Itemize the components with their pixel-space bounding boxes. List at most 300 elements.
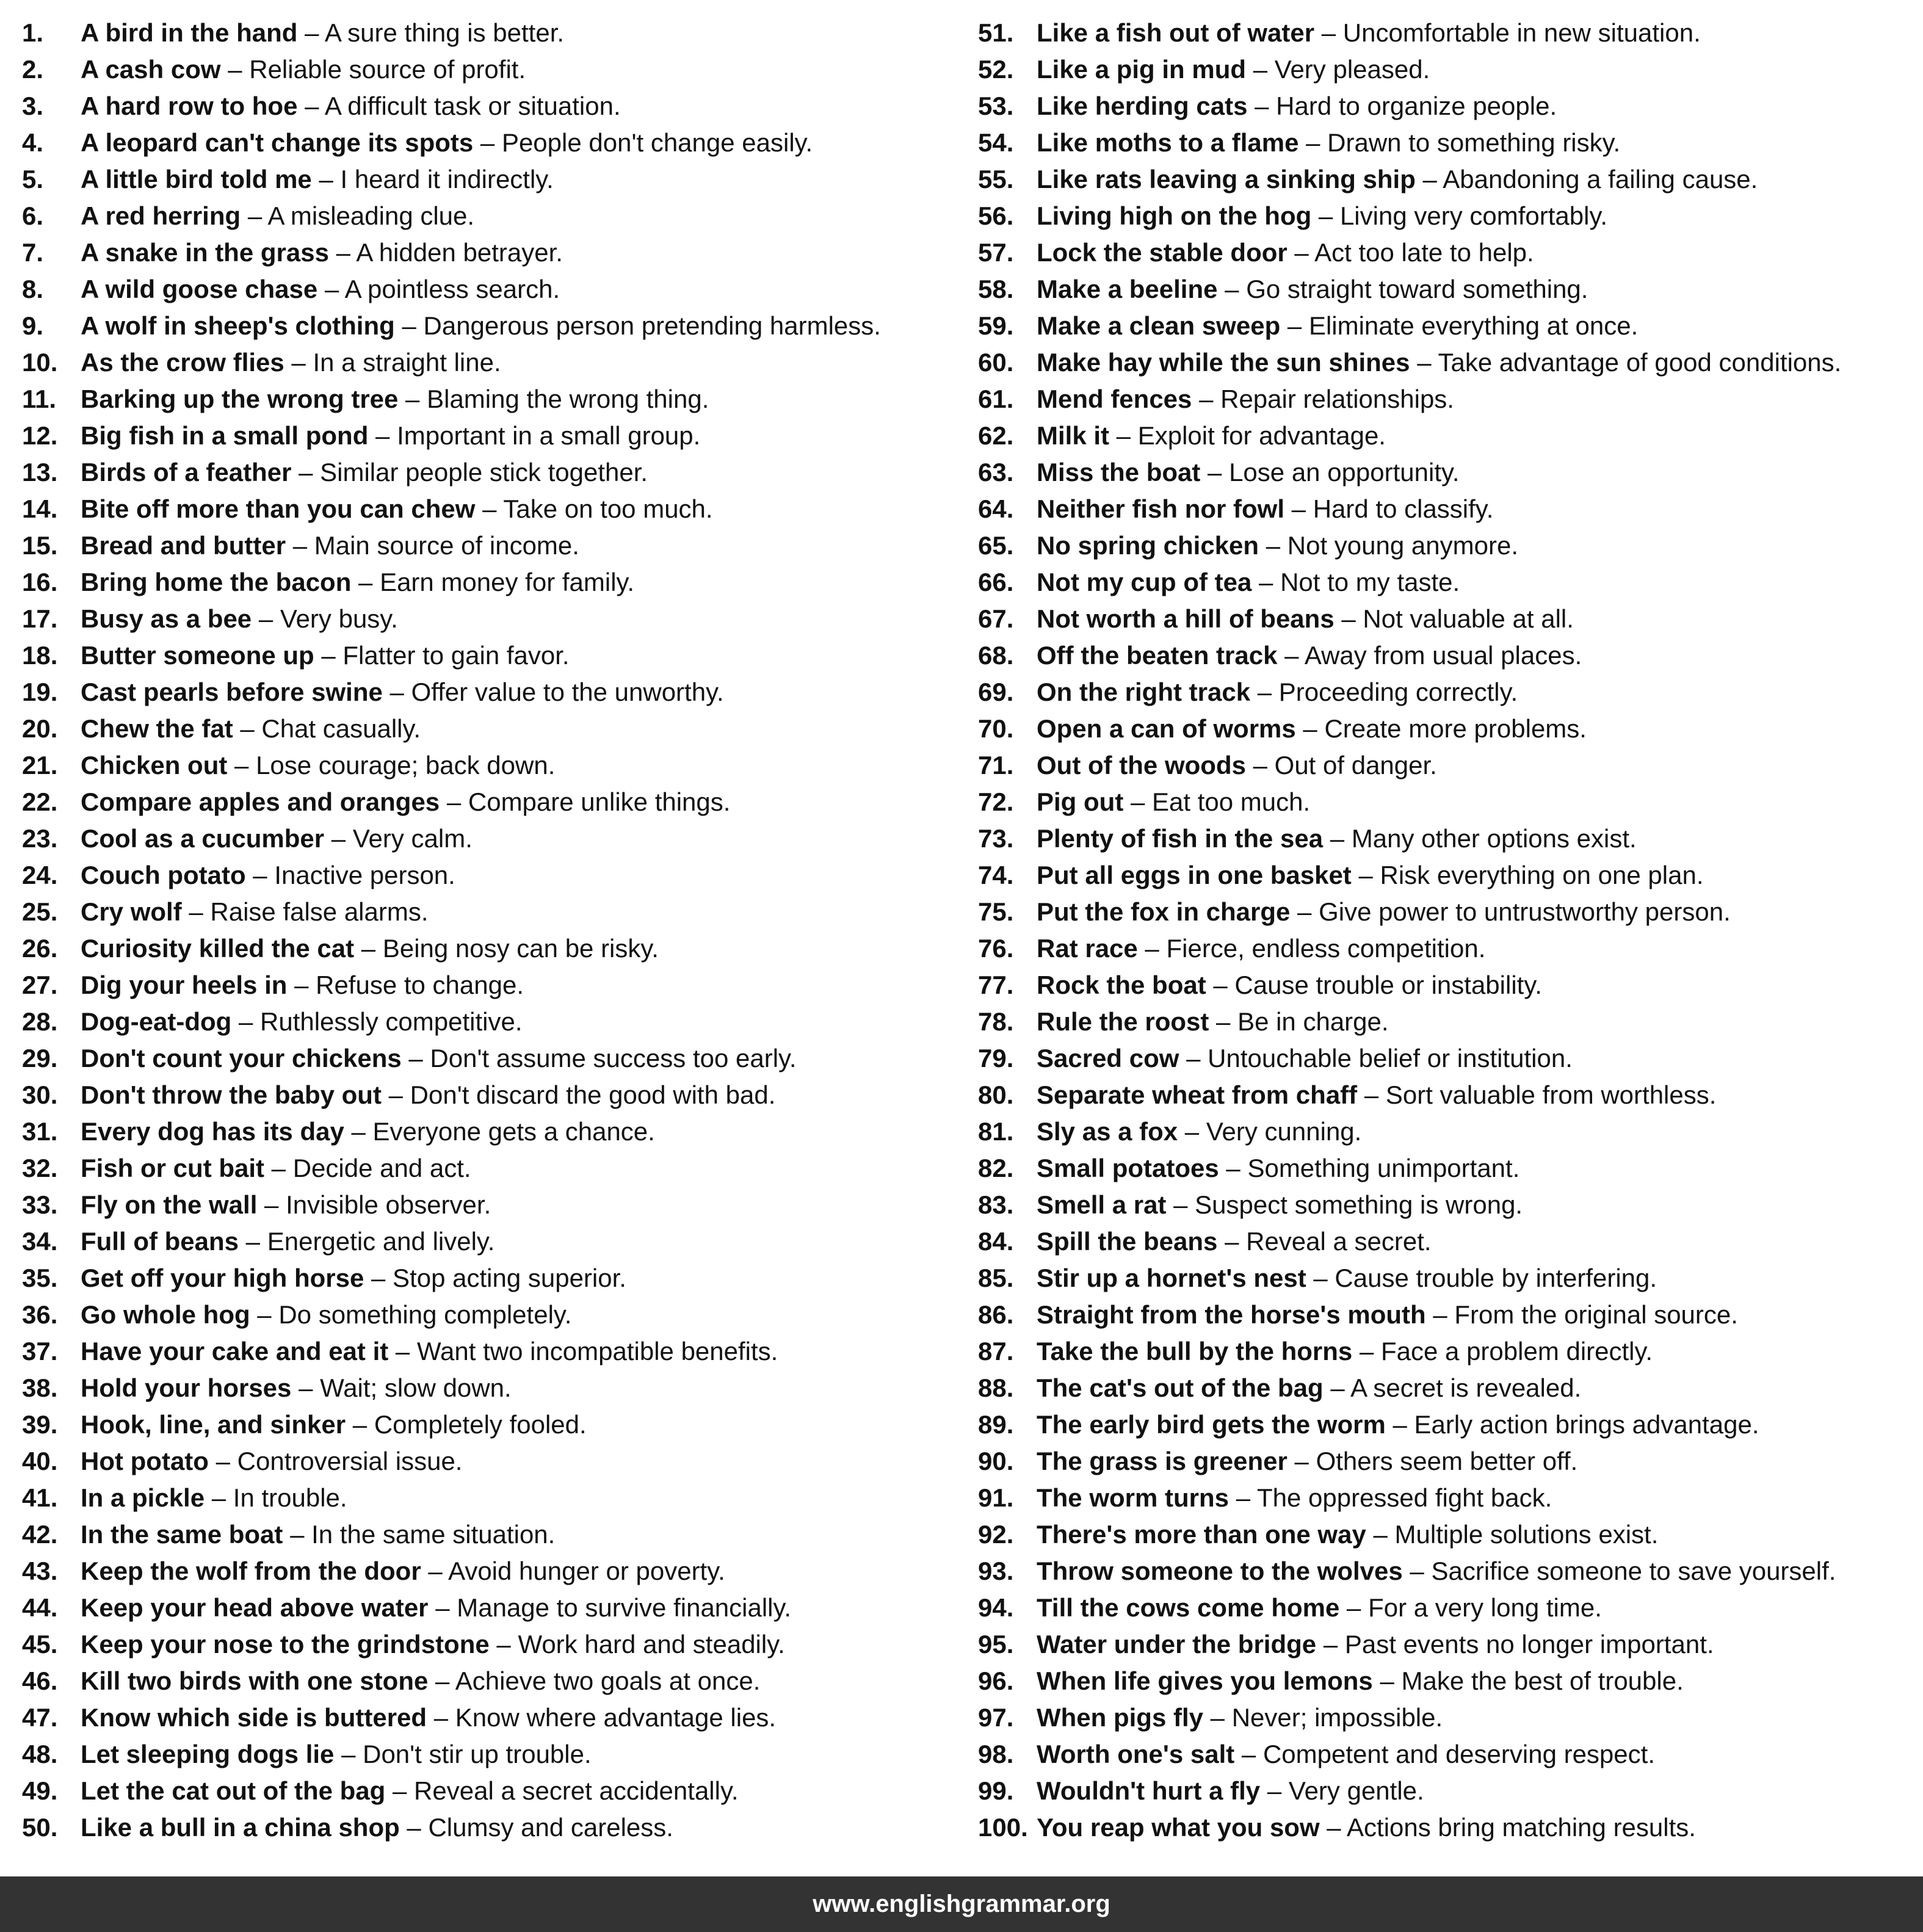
idiom-term: Busy as a bee [81, 604, 252, 633]
idiom-definition: Very calm. [352, 824, 473, 853]
idiom-definition: Similar people stick together. [320, 458, 648, 487]
idiom-item [22, 1663, 950, 1699]
idiom-item [978, 491, 1918, 527]
idiom-term: Out of the woods [1037, 751, 1246, 780]
idiom-item [978, 747, 1918, 784]
idiom-definition: Make the best of trouble. [1401, 1666, 1684, 1695]
idiom-definition: Be in charge. [1237, 1007, 1389, 1036]
idiom-number: 27. [22, 971, 58, 999]
idiom-number: 73. [978, 824, 1014, 853]
idiom-item [22, 1077, 950, 1113]
idiom-item [22, 1150, 950, 1187]
idiom-term: In a pickle [81, 1483, 205, 1512]
idiom-separator: – [1247, 92, 1277, 120]
idiom-item [978, 51, 1918, 88]
idiom-separator: – [1166, 1190, 1195, 1219]
idiom-number: 41. [22, 1483, 58, 1512]
idiom-separator: – [1209, 1007, 1238, 1036]
idiom-item [978, 784, 1918, 820]
idiom-term: In the same boat [81, 1520, 283, 1549]
idiom-number: 59. [978, 311, 1014, 340]
idiom-separator: – [428, 1666, 455, 1695]
idiom-number: 45. [22, 1630, 58, 1659]
idiom-number: 28. [22, 1007, 58, 1036]
idiom-definition: Others seem better off. [1316, 1447, 1578, 1475]
idiom-number: 13. [22, 458, 58, 487]
idiom-term: The grass is greener [1037, 1447, 1287, 1475]
idiom-separator: – [291, 458, 320, 487]
idiom-term: There's more than one way [1037, 1520, 1366, 1549]
idiom-separator: – [1323, 1373, 1351, 1402]
idiom-item [22, 1370, 950, 1406]
idiom-item [22, 51, 950, 88]
idiom-definition: Sort valuable from worthless. [1385, 1080, 1717, 1109]
idiom-separator: – [314, 641, 343, 670]
idiom-item [22, 161, 950, 198]
idiom-columns [0, 15, 1923, 1846]
idiom-term: Wouldn't hurt a fly [1037, 1776, 1261, 1805]
idiom-definition: Reveal a secret accidentally. [414, 1776, 739, 1805]
idiom-term: Miss the boat [1037, 458, 1201, 487]
idiom-definition: The oppressed fight back. [1256, 1483, 1552, 1512]
idiom-separator: – [399, 1813, 429, 1842]
idiom-separator: – [245, 861, 275, 889]
idiom-number: 91. [978, 1483, 1014, 1512]
idiom-term: Living high on the hog [1037, 201, 1312, 230]
idiom-number: 66. [978, 568, 1014, 596]
idiom-definition: Don't discard the good with bad. [410, 1080, 776, 1109]
idiom-item [978, 894, 1918, 930]
idiom-separator: – [257, 1190, 286, 1219]
idiom-separator: – [297, 92, 325, 120]
idiom-definition: Invisible observer. [286, 1190, 491, 1219]
idiom-term: Take the bull by the horns [1037, 1337, 1353, 1366]
idiom-definition: Very cunning. [1206, 1117, 1362, 1146]
idiom-item [22, 1809, 950, 1846]
idiom-number: 4. [22, 128, 44, 157]
idiom-item [978, 1590, 1918, 1626]
idiom-item [22, 1187, 950, 1223]
idiom-term: Throw someone to the wolves [1037, 1557, 1403, 1585]
idiom-definition: Compare unlike things. [468, 787, 731, 816]
idiom-item [22, 1626, 950, 1663]
idiom-term: Bring home the bacon [81, 568, 352, 596]
idiom-number: 56. [978, 201, 1014, 230]
idiom-term: Sly as a fox [1037, 1117, 1178, 1146]
idiom-definition: Abandoning a failing cause. [1443, 165, 1758, 194]
idiom-definition: Work hard and steadily. [518, 1630, 785, 1659]
idiom-term: Know which side is buttered [81, 1703, 427, 1732]
idiom-definition: Out of danger. [1274, 751, 1437, 780]
idiom-item [978, 1297, 1918, 1333]
idiom-number: 11. [22, 385, 57, 413]
idiom-separator: – [1260, 1776, 1289, 1805]
idiom-definition: Go straight toward something. [1246, 275, 1588, 303]
idiom-separator: – [1246, 55, 1275, 84]
idiom-number: 35. [22, 1264, 58, 1292]
idiom-separator: – [208, 1447, 237, 1475]
idiom-separator: – [233, 714, 262, 743]
idiom-separator: – [1179, 1044, 1208, 1073]
idiom-term: Smell a rat [1037, 1190, 1167, 1219]
idiom-definition: Past events no longer important. [1344, 1630, 1714, 1659]
idiom-definition: In trouble. [233, 1483, 347, 1512]
idiom-definition: Eliminate everything at once. [1308, 311, 1639, 340]
idiom-number: 15. [22, 531, 58, 560]
idiom-definition: Sacrifice someone to save yourself. [1431, 1557, 1836, 1585]
idiom-separator: – [1334, 604, 1363, 633]
idiom-term: A cash cow [81, 55, 221, 84]
idiom-separator: – [1410, 348, 1438, 377]
idiom-item [22, 1223, 950, 1260]
idiom-term: Make a beeline [1037, 275, 1218, 303]
idiom-term: Rock the boat [1037, 971, 1206, 999]
idiom-number: 49. [22, 1776, 58, 1805]
idiom-term: No spring chicken [1037, 531, 1259, 560]
idiom-item [22, 564, 950, 601]
idiom-separator: – [354, 934, 383, 963]
idiom-definition: Inactive person. [274, 861, 455, 889]
idiom-item [978, 967, 1918, 1004]
idiom-separator: – [1402, 1557, 1432, 1585]
idiom-separator: – [1259, 531, 1287, 560]
idiom-term: Keep your head above water [81, 1593, 429, 1622]
idiom-separator: – [1425, 1300, 1455, 1329]
idiom-term: Make a clean sweep [1037, 311, 1281, 340]
idiom-list-left [22, 15, 950, 1846]
idiom-item [22, 637, 950, 674]
idiom-term: Like a pig in mud [1037, 55, 1247, 84]
idiom-number: 96. [978, 1666, 1014, 1695]
idiom-number: 26. [22, 934, 58, 963]
idiom-number: 68. [978, 641, 1014, 670]
idiom-number: 19. [22, 678, 58, 706]
idiom-definition: Decide and act. [292, 1154, 471, 1182]
idiom-definition: Not young anymore. [1287, 531, 1518, 560]
idiom-item [978, 711, 1918, 747]
idiom-definition: Face a problem directly. [1381, 1337, 1653, 1366]
idiom-item [22, 381, 950, 418]
idiom-number: 70. [978, 714, 1014, 743]
idiom-term: You reap what you sow [1037, 1813, 1320, 1842]
idiom-number: 64. [978, 494, 1014, 523]
idiom-term: Get off your high horse [81, 1264, 364, 1292]
idiom-separator: – [1287, 1447, 1316, 1475]
footer-url: www.englishgrammar.org [813, 1890, 1110, 1917]
idiom-number: 10. [22, 348, 58, 377]
idiom-definition: Very pleased. [1274, 55, 1430, 84]
idiom-term: Separate wheat from chaff [1037, 1080, 1358, 1109]
idiom-number: 84. [978, 1227, 1014, 1256]
idiom-item [22, 271, 950, 308]
idiom-item [22, 15, 950, 51]
idiom-term: Mend fences [1037, 385, 1192, 413]
idiom-number: 81. [978, 1117, 1014, 1146]
idiom-number: 18. [22, 641, 58, 670]
idiom-number: 80. [978, 1080, 1014, 1109]
idiom-term: Bread and butter [81, 531, 286, 560]
idiom-definition: In the same situation. [311, 1520, 556, 1549]
idiom-definition: Don't assume success too early. [430, 1044, 797, 1073]
idiom-definition: Fierce, endless competition. [1166, 934, 1486, 963]
idiom-item [22, 930, 950, 967]
idiom-term: The early bird gets the worm [1037, 1410, 1386, 1439]
idiom-item [22, 711, 950, 747]
idiom-definition: Early action brings advantage. [1414, 1410, 1759, 1439]
idiom-number: 3. [22, 92, 44, 120]
idiom-item [978, 1553, 1918, 1590]
idiom-term: Like herding cats [1037, 92, 1248, 120]
idiom-item [22, 308, 950, 344]
idiom-number: 24. [22, 861, 58, 889]
idiom-term: Every dog has its day [81, 1117, 344, 1146]
idiom-term: Spill the beans [1037, 1227, 1218, 1256]
idiom-definition: Energetic and lively. [267, 1227, 495, 1256]
idiom-item [978, 418, 1918, 454]
idiom-definition: Don't stir up trouble. [363, 1740, 592, 1768]
idiom-number: 21. [22, 751, 58, 780]
idiom-number: 30. [22, 1080, 58, 1109]
idiom-number: 46. [22, 1666, 58, 1695]
idiom-item [978, 1516, 1918, 1553]
idiom-term: Like a bull in a china shop [81, 1813, 400, 1842]
idiom-item [978, 1333, 1918, 1370]
idiom-definition: Hard to organize people. [1276, 92, 1557, 120]
idiom-term: A hard row to hoe [81, 92, 298, 120]
idiom-number: 97. [978, 1703, 1014, 1732]
idiom-separator: – [1385, 1410, 1414, 1439]
idiom-definition: Do something completely. [278, 1300, 572, 1329]
idiom-definition: Reveal a secret. [1246, 1227, 1432, 1256]
idiom-definition: A hidden betrayer. [356, 238, 563, 267]
idiom-term: The cat's out of the bag [1037, 1373, 1324, 1402]
idiom-item [22, 88, 950, 125]
idiom-item [22, 1333, 950, 1370]
idiom-separator: – [1339, 1593, 1369, 1622]
idiom-term: Chicken out [81, 751, 228, 780]
idiom-term: On the right track [1037, 678, 1251, 706]
idiom-definition: Take on too much. [503, 494, 713, 523]
idiom-item [978, 1187, 1918, 1223]
idiom-number: 38. [22, 1373, 58, 1402]
idiom-separator: – [334, 1740, 363, 1768]
idiom-item [22, 1040, 950, 1077]
idiom-number: 14. [22, 494, 58, 523]
idiom-number: 72. [978, 787, 1014, 816]
idiom-number: 31. [22, 1117, 58, 1146]
idiom-separator: – [368, 421, 397, 450]
idiom-separator: – [181, 897, 211, 926]
idiom-item [22, 1553, 950, 1590]
idiom-number: 94. [978, 1593, 1014, 1622]
idiom-separator: – [1219, 1154, 1248, 1182]
idiom-term: Plenty of fish in the sea [1037, 824, 1324, 853]
idiom-term: When life gives you lemons [1037, 1666, 1373, 1695]
idiom-definition: Chat casually. [261, 714, 421, 743]
idiom-number: 7. [22, 238, 44, 267]
idiom-term: Rat race [1037, 934, 1138, 963]
idiom-item [22, 857, 950, 894]
idiom-item [978, 1406, 1918, 1443]
idiom-definition: Cause trouble or instability. [1234, 971, 1542, 999]
idiom-separator: – [1415, 165, 1443, 194]
idiom-item [978, 381, 1918, 418]
idiom-item [978, 564, 1918, 601]
idiom-separator: – [1351, 861, 1380, 889]
idiom-separator: – [241, 201, 268, 230]
idiom-number: 50. [22, 1813, 58, 1842]
idiom-definition: Suspect something is wrong. [1195, 1190, 1523, 1219]
idiom-term: Don't count your chickens [81, 1044, 402, 1073]
idiom-separator: – [1229, 1483, 1257, 1512]
idiom-number: 74. [978, 861, 1014, 889]
idiom-number: 37. [22, 1337, 58, 1366]
idiom-separator: – [382, 678, 411, 706]
idiom-item [978, 527, 1918, 564]
idiom-item [978, 308, 1918, 344]
idiom-term: Birds of a feather [81, 458, 292, 487]
idiom-item [22, 1260, 950, 1297]
footer-bar [0, 1876, 1923, 1932]
idiom-term: Curiosity killed the cat [81, 934, 355, 963]
idiom-item [22, 1480, 950, 1516]
idiom-separator: – [291, 1373, 320, 1402]
idiom-separator: – [1234, 1740, 1263, 1768]
idiom-number: 51. [978, 18, 1014, 47]
idiom-definition: Very gentle. [1288, 1776, 1424, 1805]
idiom-definition: Stop acting superior. [393, 1264, 626, 1292]
idiom-number: 79. [978, 1044, 1014, 1073]
idiom-definition: Important in a small group. [397, 421, 701, 450]
idiom-item [978, 930, 1918, 967]
idiom-item [22, 1113, 950, 1150]
idiom-separator: – [250, 1300, 279, 1329]
idiom-separator: – [401, 1044, 430, 1073]
idiom-definition: Proceeding correctly. [1278, 678, 1518, 706]
idiom-number: 90. [978, 1447, 1014, 1475]
idiom-term: Let the cat out of the bag [81, 1776, 386, 1805]
idiom-number: 12. [22, 421, 58, 450]
idiom-definition: Untouchable belief or institution. [1208, 1044, 1573, 1073]
idiom-term: Small potatoes [1037, 1154, 1219, 1182]
idiom-term: Sacred cow [1037, 1044, 1179, 1073]
idiom-item [978, 1626, 1918, 1663]
idiom-list-right [978, 15, 1918, 1846]
idiom-separator: – [1298, 128, 1328, 157]
idiom-term: Milk it [1037, 421, 1110, 450]
idiom-item [22, 820, 950, 857]
idiom-number: 9. [22, 311, 44, 340]
idiom-definition: Repair relationships. [1220, 385, 1454, 413]
idiom-number: 54. [978, 128, 1014, 157]
idiom-definition: Dangerous person pretending harmless. [423, 311, 881, 340]
idiom-definition: Refuse to change. [316, 971, 524, 999]
idiom-separator: – [252, 604, 280, 633]
idiom-term: Off the beaten track [1037, 641, 1278, 670]
idiom-number: 17. [22, 604, 58, 633]
idiom-item [22, 527, 950, 564]
idiom-term: Stir up a hornet's nest [1037, 1264, 1306, 1292]
idiom-item [978, 1077, 1918, 1113]
idiom-definition: A misleading clue. [267, 201, 475, 230]
idiom-item [978, 454, 1918, 491]
idiom-separator: – [1109, 421, 1138, 450]
idiom-definition: Actions bring matching results. [1347, 1813, 1696, 1842]
idiom-item [978, 857, 1918, 894]
idiom-definition: Risk everything on one plan. [1380, 861, 1704, 889]
idiom-definition: Very busy. [280, 604, 398, 633]
idiom-term: Kill two birds with one stone [81, 1666, 429, 1695]
idiom-item [978, 1223, 1918, 1260]
idiom-separator: – [1203, 1703, 1232, 1732]
idiom-term: The worm turns [1037, 1483, 1229, 1512]
idiom-definition: Lose an opportunity. [1229, 458, 1460, 487]
idiom-separator: – [311, 165, 341, 194]
idiom-separator: – [1295, 714, 1325, 743]
idiom-definition: A sure thing is better. [324, 18, 565, 47]
idiom-separator: – [385, 1776, 415, 1805]
idiom-definition: Uncomfortable in new situation. [1342, 18, 1701, 47]
idiom-number: 25. [22, 897, 58, 926]
idiom-term: Till the cows come home [1037, 1593, 1340, 1622]
idiom-item [22, 1773, 950, 1809]
idiom-term: A wild goose chase [81, 275, 318, 303]
idiom-separator: – [1311, 201, 1340, 230]
idiom-separator: – [1316, 1630, 1345, 1659]
idiom-term: Let sleeping dogs lie [81, 1740, 335, 1768]
idiom-definition: Not to my taste. [1280, 568, 1460, 596]
idiom-item [978, 125, 1918, 161]
idiom-definition: Achieve two goals at once. [455, 1666, 761, 1695]
idiom-item [22, 1590, 950, 1626]
idiom-definition: Multiple solutions exist. [1394, 1520, 1659, 1549]
idiom-number: 67. [978, 604, 1014, 633]
idiom-term: Bite off more than you can chew [81, 494, 476, 523]
idiom-definition: Offer value to the unworthy. [411, 678, 724, 706]
idiom-separator: – [239, 1227, 267, 1256]
idiom-definition: Blaming the wrong thing. [427, 385, 709, 413]
idiom-separator: – [1323, 824, 1352, 853]
idiom-item [978, 15, 1918, 51]
idiom-definition: Never; impossible. [1231, 1703, 1443, 1732]
idiom-separator: – [475, 494, 504, 523]
idiom-term: A snake in the grass [81, 238, 329, 267]
idiom-number: 88. [978, 1373, 1014, 1402]
idiom-separator: – [364, 1264, 393, 1292]
idiom-item [22, 747, 950, 784]
idiom-term: Keep your nose to the grindstone [81, 1630, 490, 1659]
idiom-item [978, 1773, 1918, 1809]
idiom-item [978, 674, 1918, 711]
idiom-separator: – [1245, 751, 1275, 780]
idiom-number: 32. [22, 1154, 58, 1182]
idiom-separator: – [381, 1080, 410, 1109]
idiom-number: 78. [978, 1007, 1014, 1036]
idiom-term: Hot potato [81, 1447, 209, 1475]
idiom-term: Hook, line, and sinker [81, 1410, 346, 1439]
idiom-separator: – [297, 18, 325, 47]
idiom-term: Lock the stable door [1037, 238, 1287, 267]
idiom-definition: Living very comfortably. [1339, 201, 1607, 230]
idiom-separator: – [1192, 385, 1221, 413]
idiom-term: Put all eggs in one basket [1037, 861, 1352, 889]
idiom-number: 65. [978, 531, 1014, 560]
idiom-separator: – [1284, 494, 1313, 523]
idiom-separator: – [394, 311, 424, 340]
idiom-number: 29. [22, 1044, 58, 1073]
idiom-item [22, 418, 950, 454]
idiom-definition: A secret is revealed. [1350, 1373, 1582, 1402]
